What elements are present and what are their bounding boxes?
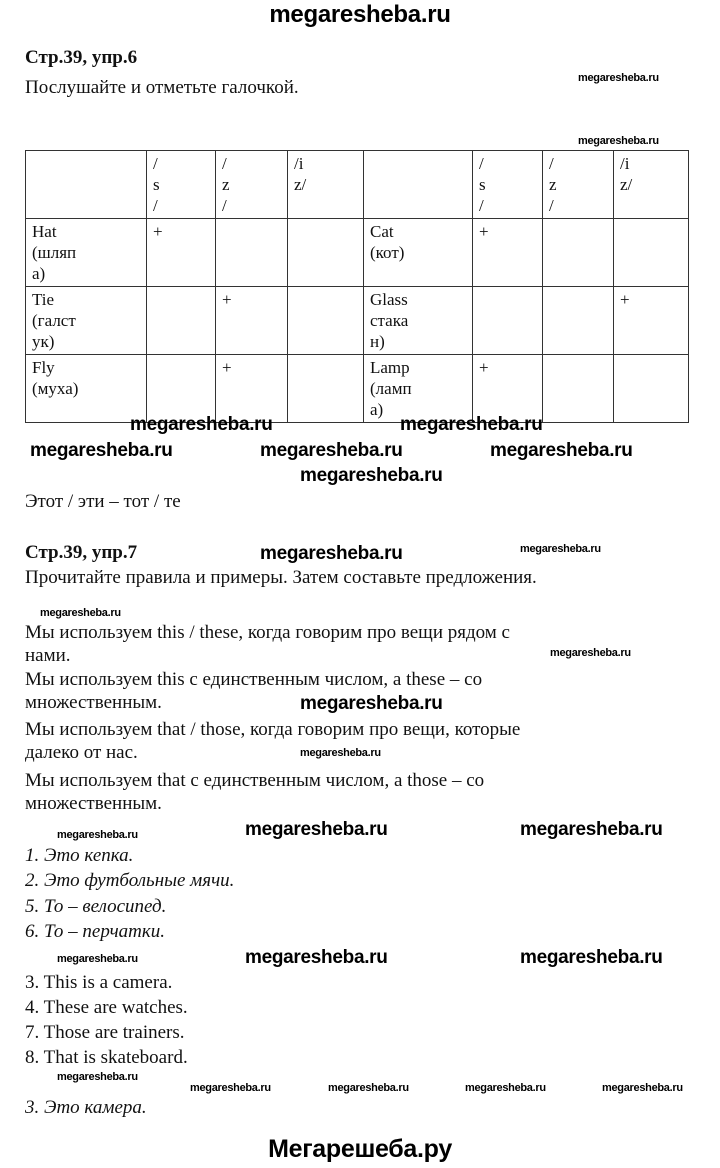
watermark: megaresheba.ru xyxy=(400,414,543,435)
translation-line: 2. Это футбольные мячи. xyxy=(25,870,235,891)
watermark: megaresheba.ru xyxy=(57,829,138,841)
table-header-row xyxy=(26,151,689,219)
watermark: megaresheba.ru xyxy=(465,1082,546,1094)
table-row xyxy=(26,287,689,355)
header-s: / s / xyxy=(473,151,543,219)
rule-line: Мы используем that с единственным числом, а those – со xyxy=(25,770,485,791)
mark-cell xyxy=(288,287,364,355)
watermark: megaresheba.ru xyxy=(57,1071,138,1083)
watermark: megaresheba.ru xyxy=(260,543,403,564)
translation-line: 6. То – перчатки. xyxy=(25,921,165,942)
word-cell: Lamp (ламп а) xyxy=(364,355,473,423)
mark-cell: + xyxy=(147,219,216,287)
header-iz: /i z/ xyxy=(614,151,689,219)
watermark: megaresheba.ru xyxy=(578,135,659,147)
exercise-6-title: Стр.39, упр.6 xyxy=(25,47,138,68)
mark-cell: + xyxy=(473,355,543,423)
table-row xyxy=(26,219,689,287)
watermark: megaresheba.ru xyxy=(57,953,138,965)
table-row xyxy=(26,355,689,423)
mark-cell xyxy=(147,287,216,355)
watermark: megaresheba.ru xyxy=(520,543,601,555)
watermark: megaresheba.ru xyxy=(328,1082,409,1094)
watermark: megaresheba.ru xyxy=(30,440,173,461)
rule-line: далеко от нас. xyxy=(25,742,138,763)
rule-line: Мы используем that / those, когда говорим про вещи, которые xyxy=(25,719,521,740)
watermark: megaresheba.ru xyxy=(300,465,443,486)
translation-line: 1. Это кепка. xyxy=(25,845,134,866)
watermark: megaresheba.ru xyxy=(490,440,633,461)
mark-cell xyxy=(543,287,614,355)
site-footer[interactable]: Мегарешеба.ру xyxy=(268,1135,452,1163)
watermark: megaresheba.ru xyxy=(550,647,631,659)
rule-line: множественным. xyxy=(25,793,162,814)
final-translation: 3. Это камера. xyxy=(25,1097,147,1118)
watermark: megaresheba.ru xyxy=(40,607,121,619)
watermark: megaresheba.ru xyxy=(130,414,273,435)
answer-line: 8. That is skateboard. xyxy=(25,1047,188,1068)
mark-cell xyxy=(147,355,216,423)
watermark: megaresheba.ru xyxy=(260,440,403,461)
exercise-6-instruction: Послушайте и отметьте галочкой. xyxy=(25,77,299,98)
watermark: megaresheba.ru xyxy=(578,72,659,84)
mark-cell: + xyxy=(216,287,288,355)
exercise-7-title: Стр.39, упр.7 xyxy=(25,542,138,563)
watermark: megaresheba.ru xyxy=(300,747,381,759)
word-cell: Tie (галст ук) xyxy=(26,287,147,355)
header-iz: /i z/ xyxy=(288,151,364,219)
word-cell: Fly (муха) xyxy=(26,355,147,423)
site-header[interactable]: megaresheba.ru xyxy=(269,1,451,28)
mark-cell xyxy=(288,219,364,287)
watermark: megaresheba.ru xyxy=(245,947,388,968)
rule-line: множественным. xyxy=(25,692,162,713)
header-z: / z / xyxy=(216,151,288,219)
mark-cell xyxy=(473,287,543,355)
mark-cell: + xyxy=(473,219,543,287)
header-z: / z / xyxy=(543,151,614,219)
word-cell: Hat (шляп а) xyxy=(26,219,147,287)
mark-cell xyxy=(614,219,689,287)
mark-cell xyxy=(216,219,288,287)
answer-line: 4. These are watches. xyxy=(25,997,188,1018)
mark-cell: + xyxy=(216,355,288,423)
watermark: megaresheba.ru xyxy=(190,1082,271,1094)
mark-cell xyxy=(543,355,614,423)
watermark: megaresheba.ru xyxy=(520,947,663,968)
watermark: megaresheba.ru xyxy=(520,819,663,840)
rule-line: Мы используем this с единственным числом, а these – со xyxy=(25,669,483,690)
watermark: megaresheba.ru xyxy=(245,819,388,840)
watermark: megaresheba.ru xyxy=(602,1082,683,1094)
watermark: megaresheba.ru xyxy=(300,693,443,714)
mark-cell xyxy=(288,355,364,423)
header-s: / s / xyxy=(147,151,216,219)
rule-line: Мы используем this / these, когда говорим про вещи рядом с xyxy=(25,622,510,643)
rule-line: нами. xyxy=(25,645,71,666)
table-cell xyxy=(26,151,147,219)
mark-cell: + xyxy=(614,287,689,355)
answer-line: 7. Those are trainers. xyxy=(25,1022,185,1043)
mark-cell xyxy=(614,355,689,423)
translation-line: 5. То – велосипед. xyxy=(25,896,167,917)
sound-table xyxy=(25,150,689,423)
answer-line: 3. This is a camera. xyxy=(25,972,173,993)
section-title: Этот / эти – тот / те xyxy=(25,491,181,512)
word-cell: Glass стака н) xyxy=(364,287,473,355)
mark-cell xyxy=(543,219,614,287)
word-cell: Cat (кот) xyxy=(364,219,473,287)
table-cell xyxy=(364,151,473,219)
exercise-7-instruction: Прочитайте правила и примеры. Затем составьте предложения. xyxy=(25,567,537,588)
